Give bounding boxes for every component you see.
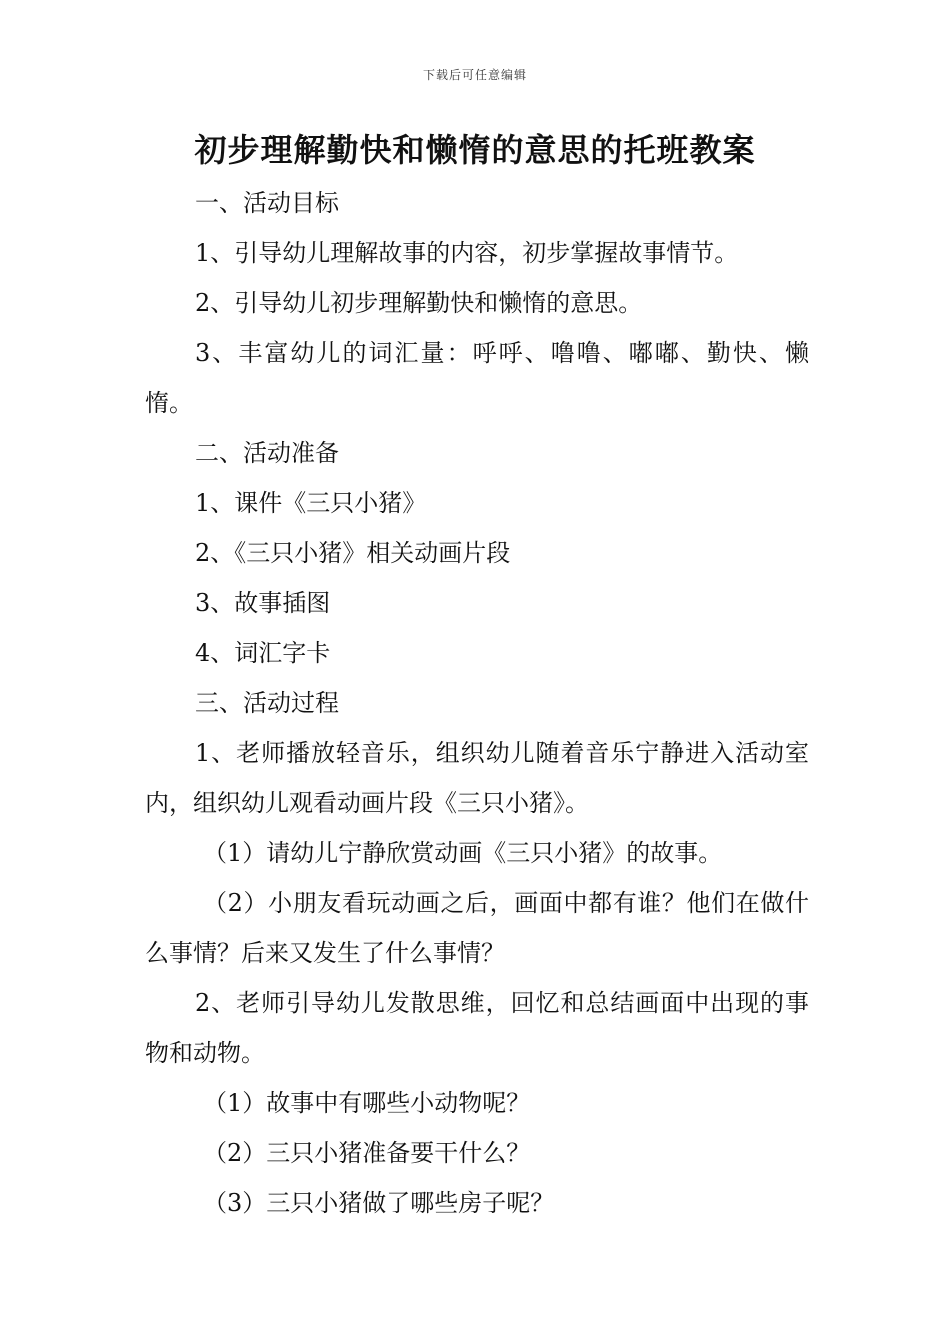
paragraph: 4、词汇字卡 <box>195 639 331 667</box>
paragraph: （1）请幼儿宁静欣赏动画《三只小猪》的故事。 <box>203 839 723 867</box>
paragraph: （1）故事中有哪些小动物呢？ <box>203 1089 531 1117</box>
header-note: 下载后可任意编辑 <box>422 68 527 82</box>
paragraph: 2、引导幼儿初步理解勤快和懒惰的意思。 <box>195 289 643 317</box>
paragraph: 二、活动准备 <box>195 439 339 467</box>
paragraph: 1、老师播放轻音乐，组织幼儿随着音乐宁静进入活动室内，组织幼儿观看动画片段《三只小猪》。 <box>145 739 809 817</box>
paragraph: （2）三只小猪准备要干什么？ <box>203 1139 531 1167</box>
paragraph: （2）小朋友看玩动画之后，画面中都有谁？他们在做什么事情？后来又发生了什么事情？ <box>145 889 809 967</box>
document-body <box>145 178 809 1228</box>
paragraph: 2、老师引导幼儿发散思维，回忆和总结画面中出现的事物和动物。 <box>145 989 809 1067</box>
paragraph: 1、引导幼儿理解故事的内容，初步掌握故事情节。 <box>195 239 739 267</box>
paragraph: 2、《三只小猪》相关动画片段 <box>195 539 511 567</box>
paragraph: （3）三只小猪做了哪些房子呢？ <box>203 1189 555 1217</box>
paragraph: 3、故事插图 <box>195 589 331 617</box>
document-title: 初步理解勤快和懒惰的意思的托班教案 <box>194 131 756 169</box>
paragraph: 一、活动目标 <box>195 189 339 217</box>
paragraph: 3、丰富幼儿的词汇量：呼呼、噜噜、嘟嘟、勤快、懒惰。 <box>145 339 809 417</box>
paragraph: 1、课件《三只小猪》 <box>195 489 427 517</box>
paragraph: 三、活动过程 <box>195 689 339 717</box>
